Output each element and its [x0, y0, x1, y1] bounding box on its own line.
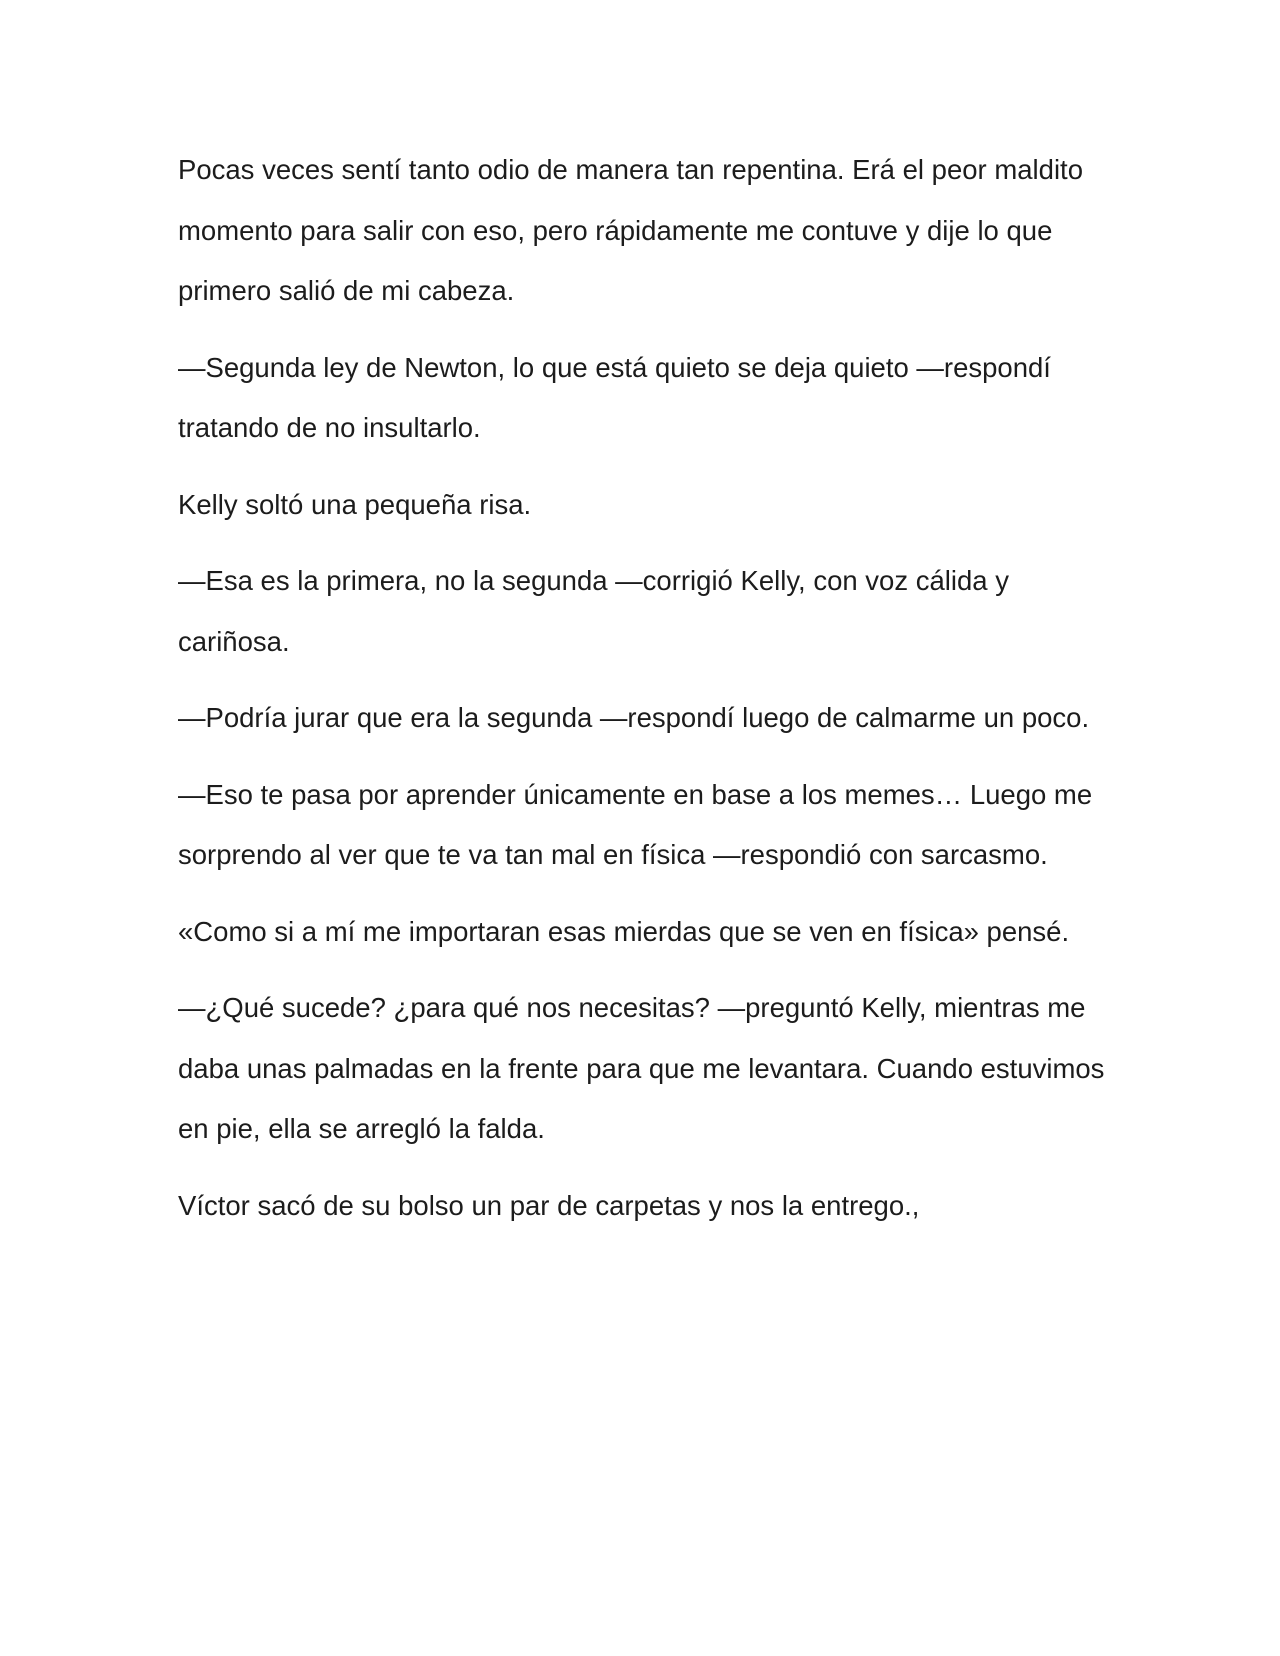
paragraph: —Podría jurar que era la segunda —respondí luego de calmarme un poco.: [178, 702, 1090, 733]
paragraph: —¿Qué sucede? ¿para qué nos necesitas? —preguntó Kelly, mientras me daba unas palmadas en la frente para que me levantara. Cuando estuvimos en pie, ella se arregló la falda.: [178, 992, 1105, 1144]
paragraph: Pocas veces sentí tanto odio de manera tan repentina. Erá el peor maldito momento para salir con eso, pero rápidamente me contuve y dije lo que primero salió de mi cabeza.: [178, 154, 1083, 306]
paragraph: Víctor sacó de su bolso un par de carpetas y nos la entrego.,: [178, 1189, 920, 1221]
paragraph: —Eso te pasa por aprender únicamente en base a los memes… Luego me sorprendo al ver que te va tan mal en física —respondió con sarcasmo.: [178, 778, 1093, 870]
paragraph: —Esa es la primera, no la segunda —corrigió Kelly, con voz cálida y cariñosa.: [178, 565, 1009, 657]
paragraph: —Segunda ley de Newton, lo que está quieto se deja quieto —respondí tratando de no insultarlo.: [178, 351, 1051, 443]
paragraph: Kelly soltó una pequeña risa.: [178, 488, 532, 520]
paragraph: «Como si a mí me importaran esas mierdas que se ven en física» pensé.: [178, 915, 1070, 947]
document-body: [178, 140, 1108, 1252]
